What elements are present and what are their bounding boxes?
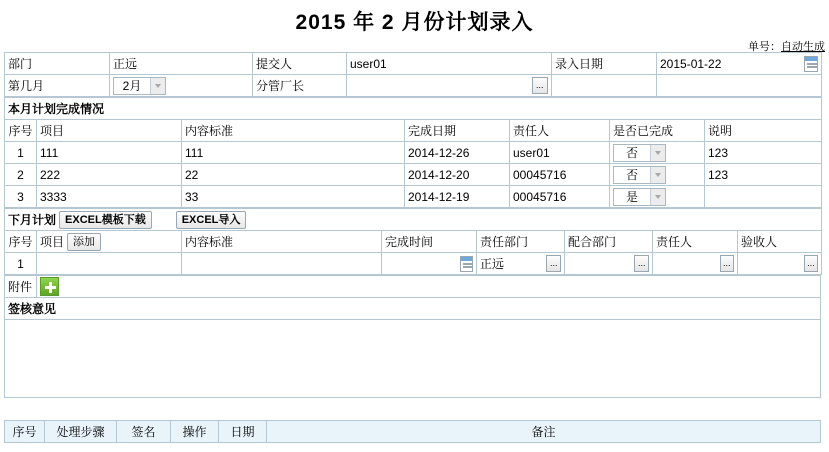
col-owner: 责任人 xyxy=(653,231,738,253)
entry-date-wrap xyxy=(660,55,818,73)
chevron-down-icon xyxy=(650,189,665,205)
submitter-label-cell: 提交人 xyxy=(253,53,347,75)
top-form-table xyxy=(4,52,822,97)
done-select-value: 否 xyxy=(625,167,638,182)
col-finish-time: 完成时间 xyxy=(382,231,477,253)
row-standard[interactable]: 22 xyxy=(182,164,405,186)
calendar-icon[interactable] xyxy=(804,56,818,72)
chevron-down-icon xyxy=(650,167,665,183)
row-finish-time xyxy=(382,253,477,275)
current-month-header-row xyxy=(5,120,822,142)
picker-icon[interactable]: ... xyxy=(634,255,649,272)
row-no: 1 xyxy=(5,253,37,275)
col-no: 序号 xyxy=(5,231,37,253)
resp-dept-input[interactable] xyxy=(480,255,543,273)
row-standard[interactable]: 33 xyxy=(182,186,405,208)
row-remark[interactable] xyxy=(705,186,822,208)
col-no: 序号 xyxy=(5,120,37,142)
row-done xyxy=(610,186,705,208)
row-no: 2 xyxy=(5,164,37,186)
month-select-value: 2月 xyxy=(122,78,142,93)
row-project[interactable]: 3333 xyxy=(37,186,182,208)
row-coop-dept xyxy=(565,253,653,275)
submitter-value-cell xyxy=(347,53,552,75)
row-owner xyxy=(653,253,738,275)
picker-icon[interactable]: ... xyxy=(532,77,548,94)
review-section-title: 签核意见 xyxy=(5,298,821,320)
col-acceptor: 验收人 xyxy=(738,231,822,253)
table-row xyxy=(5,253,822,275)
picker-icon[interactable]: ... xyxy=(804,255,818,272)
coop-dept-input[interactable] xyxy=(568,255,631,273)
row-done xyxy=(610,142,705,164)
current-month-section-row xyxy=(5,98,822,120)
excel-template-download-button[interactable]: EXCEL模板下载 xyxy=(59,211,152,229)
entry-date-label-cell: 录入日期 xyxy=(552,53,657,75)
next-month-header-row xyxy=(5,231,822,253)
empty-cell-1 xyxy=(552,75,657,97)
attachment-actions xyxy=(37,276,821,298)
vice-director-wrap xyxy=(350,77,548,95)
row-no: 1 xyxy=(5,142,37,164)
excel-import-button[interactable]: EXCEL导入 xyxy=(176,211,247,229)
finish-time-wrap xyxy=(385,255,473,273)
col-no: 序号 xyxy=(5,421,45,443)
row-project[interactable]: 222 xyxy=(37,164,182,186)
next-month-section-cell xyxy=(5,209,822,231)
single-number-label: 单号： xyxy=(748,41,781,53)
acceptor-wrap xyxy=(741,255,818,273)
owner-wrap xyxy=(656,255,734,273)
col-owner: 责任人 xyxy=(510,120,610,142)
table-row xyxy=(5,164,822,186)
vice-director-input[interactable] xyxy=(350,77,529,95)
attachment-table xyxy=(4,275,821,320)
single-number-line xyxy=(0,38,829,52)
row-owner[interactable]: 00045716 xyxy=(510,186,610,208)
col-done: 是否已完成 xyxy=(610,120,705,142)
table-row xyxy=(5,53,822,75)
row-project[interactable]: 111 xyxy=(37,142,182,164)
chevron-down-icon xyxy=(150,78,165,94)
single-number-value[interactable]: 自动生成 xyxy=(781,41,825,53)
col-date: 日期 xyxy=(219,421,267,443)
coop-dept-wrap xyxy=(568,255,649,273)
submitter-input[interactable] xyxy=(350,55,548,73)
col-action: 操作 xyxy=(171,421,219,443)
review-section-row xyxy=(5,298,821,320)
row-remark[interactable]: 123 xyxy=(705,142,822,164)
calendar-icon[interactable] xyxy=(460,256,473,272)
add-row-button[interactable]: 添加 xyxy=(67,233,101,251)
col-coop-dept: 配合部门 xyxy=(565,231,653,253)
row-finish-date[interactable]: 2014-12-20 xyxy=(405,164,510,186)
row-done xyxy=(610,164,705,186)
attachment-row xyxy=(5,276,821,298)
project-header-wrap xyxy=(40,233,178,251)
picker-icon[interactable]: ... xyxy=(546,255,561,272)
current-month-section-title: 本月计划完成情况 xyxy=(5,98,822,120)
col-signature: 签名 xyxy=(117,421,171,443)
vice-director-label-cell: 分管厂长 xyxy=(253,75,347,97)
col-remark: 说明 xyxy=(705,120,822,142)
row-acceptor xyxy=(738,253,822,275)
done-select[interactable] xyxy=(613,166,666,184)
col-standard: 内容标准 xyxy=(182,231,382,253)
picker-icon[interactable]: ... xyxy=(720,255,734,272)
entry-date-input[interactable] xyxy=(660,55,801,73)
attachment-label: 附件 xyxy=(5,276,37,298)
row-owner[interactable]: user01 xyxy=(510,142,610,164)
col-project-label: 项目 xyxy=(40,235,65,249)
done-select[interactable] xyxy=(613,188,666,206)
col-finish-date: 完成日期 xyxy=(405,120,510,142)
finish-time-input[interactable] xyxy=(385,255,457,273)
next-month-toolbar xyxy=(8,211,818,229)
next-month-table xyxy=(4,208,822,275)
plus-icon[interactable] xyxy=(40,277,59,296)
row-remark[interactable]: 123 xyxy=(705,164,822,186)
col-step: 处理步骤 xyxy=(45,421,117,443)
row-project xyxy=(37,253,182,275)
dept-input[interactable] xyxy=(113,55,249,73)
col-project: 项目 xyxy=(37,120,182,142)
row-finish-date[interactable]: 2014-12-19 xyxy=(405,186,510,208)
col-standard: 内容标准 xyxy=(182,120,405,142)
current-month-table xyxy=(4,97,822,208)
dept-label-cell: 部门 xyxy=(5,53,110,75)
standard-input[interactable] xyxy=(185,255,378,273)
acceptor-input[interactable] xyxy=(741,255,801,273)
col-remark: 备注 xyxy=(267,421,821,443)
process-footer-header-row xyxy=(5,421,821,443)
resp-dept-wrap xyxy=(480,255,561,273)
next-month-section-row xyxy=(5,209,822,231)
table-row xyxy=(5,142,822,164)
empty-cell-2 xyxy=(657,75,822,97)
entry-date-value-cell xyxy=(657,53,822,75)
month-select[interactable] xyxy=(113,77,166,95)
done-select-value: 是 xyxy=(625,189,638,204)
page-title: 2015 年 2 月份计划录入 xyxy=(295,11,534,34)
done-select[interactable] xyxy=(613,144,666,162)
dept-value-cell xyxy=(110,53,253,75)
row-resp-dept xyxy=(477,253,565,275)
done-select-value: 否 xyxy=(625,145,638,160)
project-input[interactable] xyxy=(40,255,178,273)
process-footer-table xyxy=(4,420,821,443)
chevron-down-icon xyxy=(650,145,665,161)
row-finish-date[interactable]: 2014-12-26 xyxy=(405,142,510,164)
review-content-area[interactable] xyxy=(4,320,821,398)
row-standard xyxy=(182,253,382,275)
row-no: 3 xyxy=(5,186,37,208)
row-standard[interactable]: 111 xyxy=(182,142,405,164)
next-month-section-title: 下月计划 xyxy=(8,213,57,227)
owner-input[interactable] xyxy=(656,255,717,273)
table-row xyxy=(5,75,822,97)
vice-director-value-cell xyxy=(347,75,552,97)
month-label-cell: 第几月 xyxy=(5,75,110,97)
col-resp-dept: 责任部门 xyxy=(477,231,565,253)
col-project xyxy=(37,231,182,253)
row-owner[interactable]: 00045716 xyxy=(510,164,610,186)
month-value-cell xyxy=(110,75,253,97)
table-row xyxy=(5,186,822,208)
